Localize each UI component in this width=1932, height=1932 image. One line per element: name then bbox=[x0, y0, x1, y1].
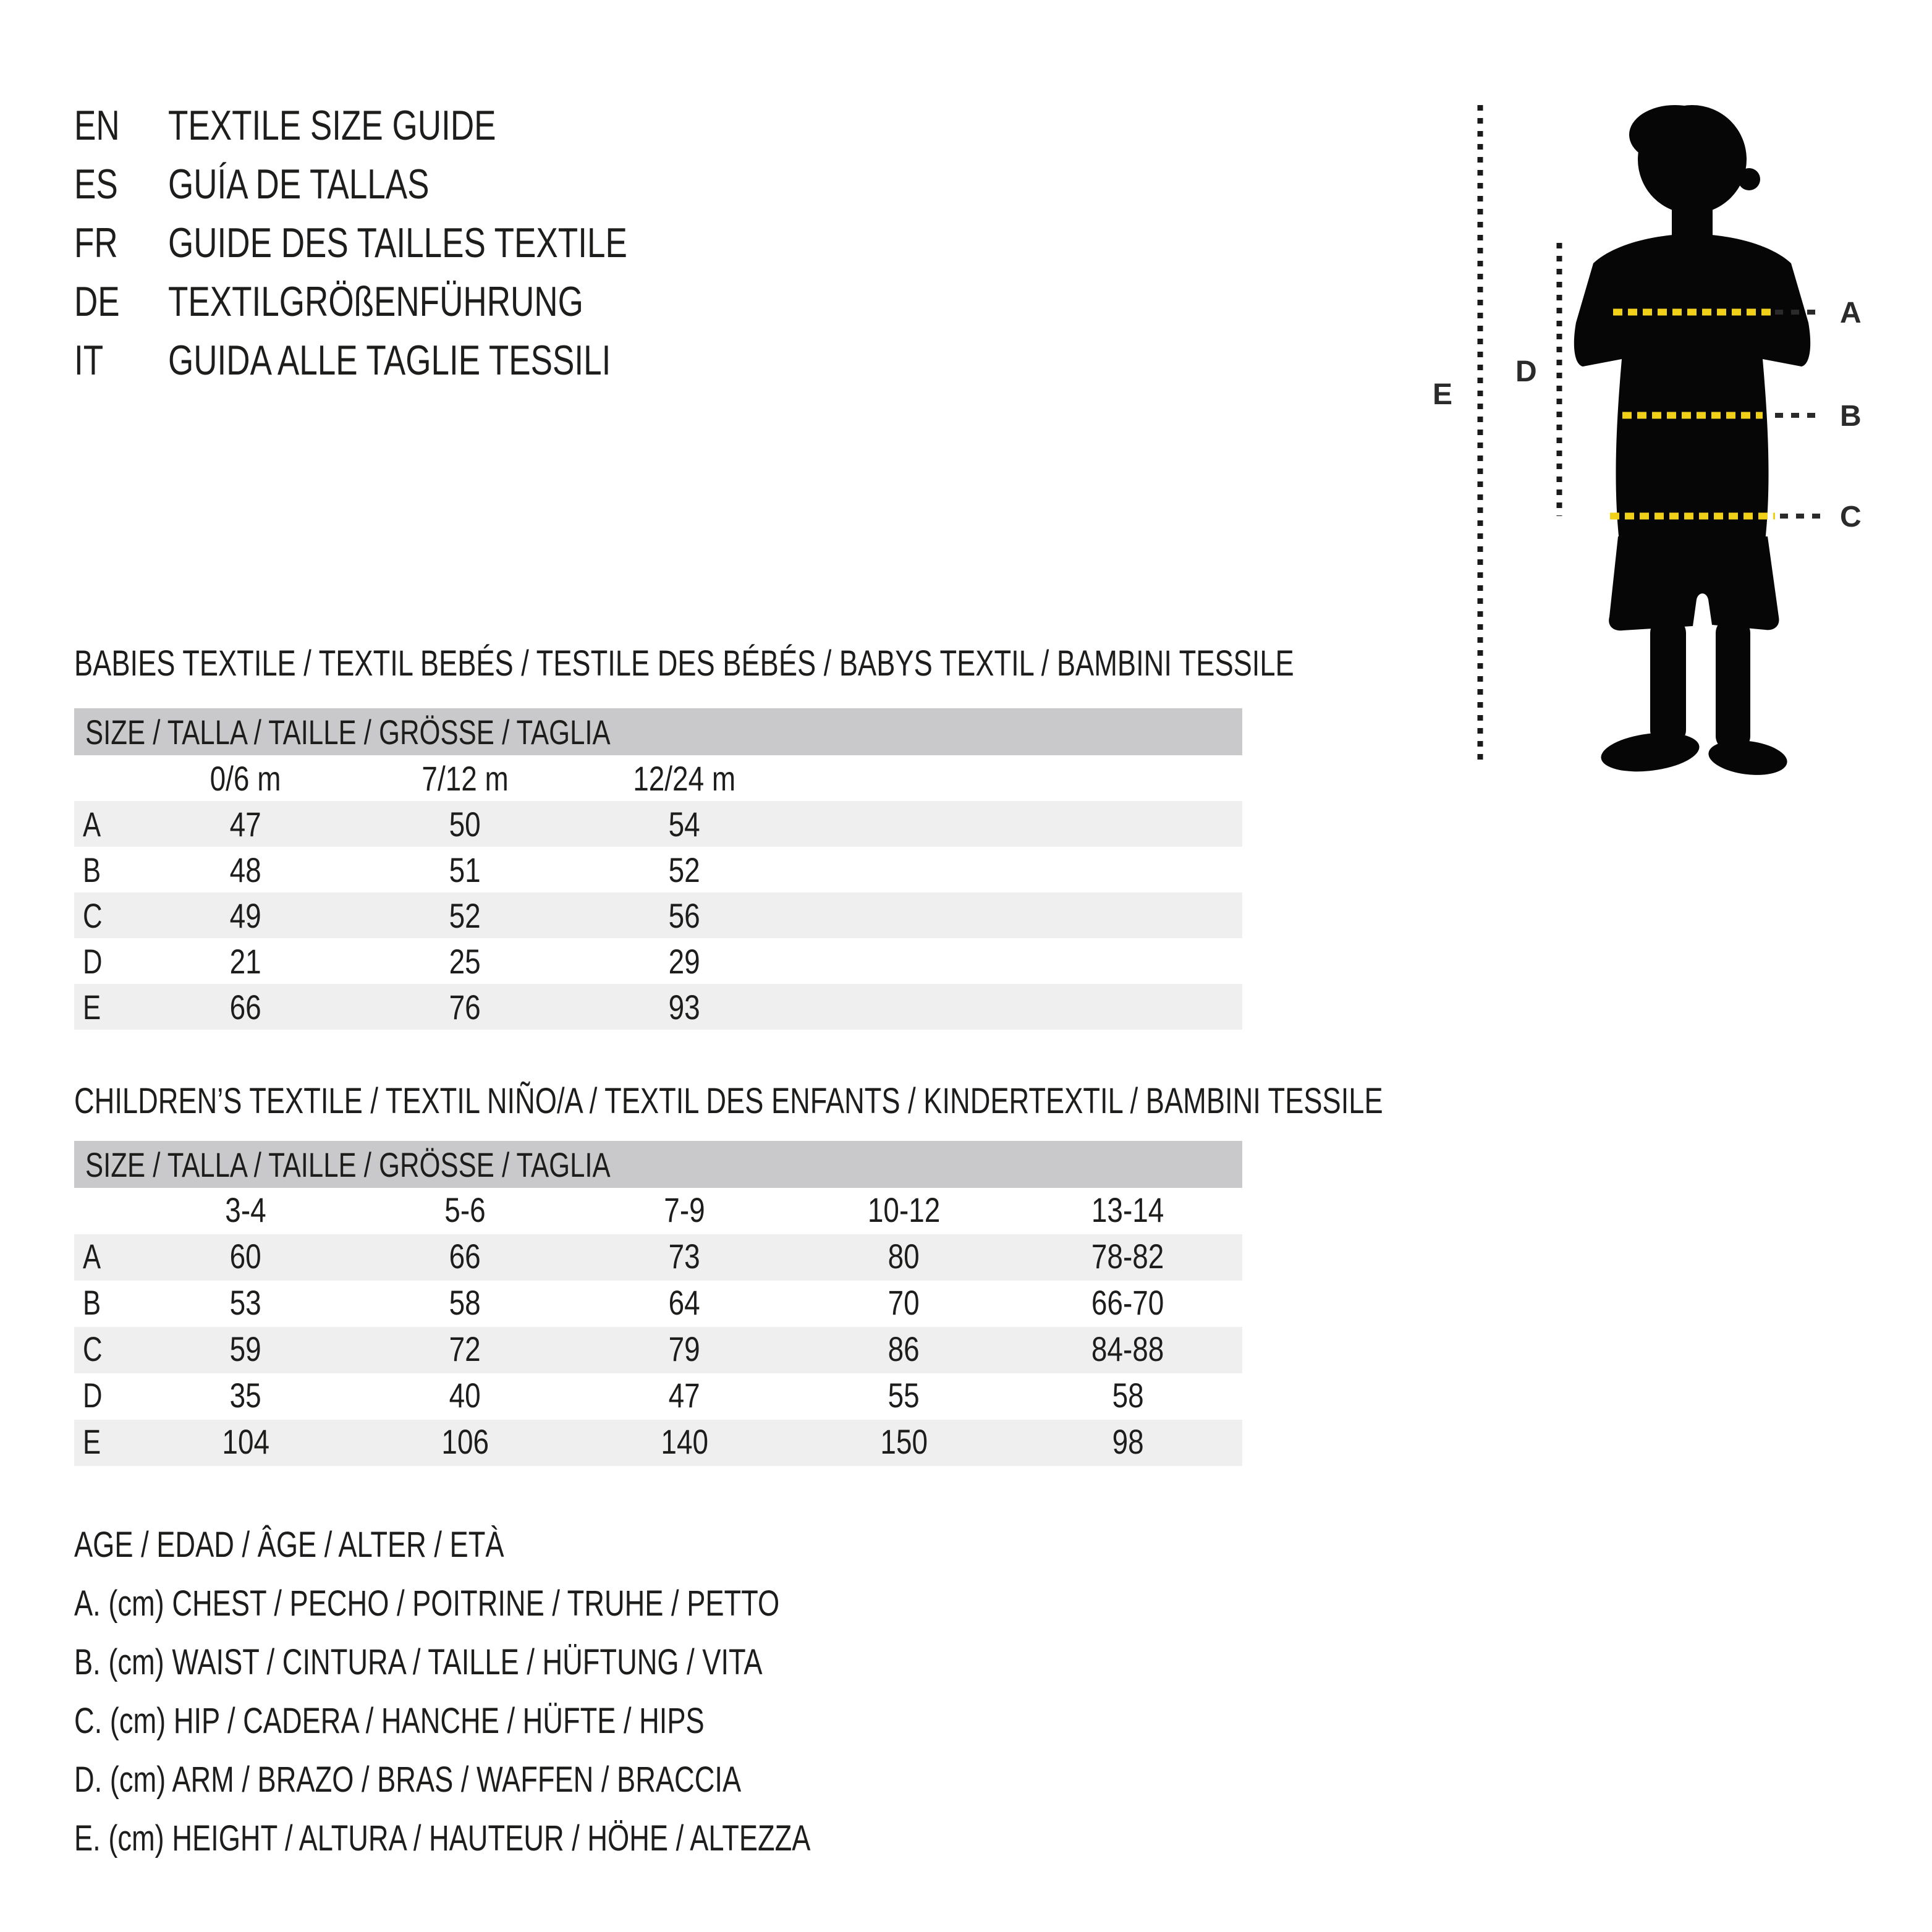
silhouette-left-shoe bbox=[1599, 727, 1701, 776]
legend-chest: A. (cm) CHEST / PECHO / POITRINE / TRUHE / PETTO bbox=[74, 1583, 780, 1624]
legend-arm: D. (cm) ARM / BRAZO / BRAS / WAFFEN / BRACCIA bbox=[74, 1760, 742, 1800]
figure-label-e: E bbox=[1433, 378, 1453, 411]
babies-row-a: A 47 50 54 bbox=[74, 801, 1242, 847]
children-row-c: C 59 72 79 86 84-88 bbox=[74, 1327, 1242, 1373]
children-col-7-9: 7-9 bbox=[664, 1190, 705, 1229]
children-row-e: E 104 106 140 150 98 bbox=[74, 1420, 1242, 1466]
silhouette-head bbox=[1638, 105, 1747, 214]
row-label: A bbox=[83, 1236, 101, 1276]
silhouette-left-leg bbox=[1650, 618, 1686, 745]
children-row-b: B 53 58 64 70 66-70 bbox=[74, 1281, 1242, 1327]
legend-height: E. (cm) HEIGHT / ALTURA / HAUTEUR / HÖHE / ALTEZZA bbox=[74, 1818, 811, 1858]
lang-code-fr: FR bbox=[74, 219, 118, 266]
lang-code-de: DE bbox=[74, 278, 120, 325]
legend-age: AGE / EDAD / ÂGE / ALTER / ETÀ bbox=[74, 1525, 504, 1565]
children-row-d: D 35 40 47 55 58 bbox=[74, 1373, 1242, 1420]
row-label: E bbox=[83, 1421, 101, 1461]
children-col-3-4: 3-4 bbox=[225, 1190, 266, 1229]
children-size-table bbox=[74, 1188, 1242, 1466]
measurement-legend bbox=[74, 1515, 1019, 1868]
silhouette-shirt bbox=[1574, 234, 1810, 541]
legend-hip: C. (cm) HIP / CADERA / HANCHE / HÜFTE / HIPS bbox=[74, 1701, 705, 1741]
child-measurement-figure bbox=[1409, 87, 1932, 791]
lang-title-de: TEXTILGRÖßENFÜHRUNG bbox=[168, 278, 583, 325]
row-label: E bbox=[83, 987, 101, 1027]
silhouette-right-leg bbox=[1716, 618, 1750, 751]
babies-col-7-12m: 7/12 m bbox=[422, 758, 509, 798]
lang-row-es bbox=[74, 155, 756, 213]
babies-row-d: D 21 25 29 bbox=[74, 938, 1242, 984]
lang-code-it: IT bbox=[74, 336, 104, 384]
babies-col-12-24m: 12/24 m bbox=[633, 758, 736, 798]
children-size-bar: SIZE / TALLA / TAILLE / GRÖSSE / TAGLIA bbox=[74, 1141, 1242, 1188]
lang-title-es: GUÍA DE TALLAS bbox=[168, 160, 430, 208]
row-label: B bbox=[83, 850, 101, 889]
lang-code-es: ES bbox=[74, 160, 118, 208]
row-label: C bbox=[83, 896, 103, 935]
lang-code-en: EN bbox=[74, 101, 120, 149]
children-row-a: A 60 66 73 80 78-82 bbox=[74, 1234, 1242, 1281]
lang-row-fr bbox=[74, 213, 756, 272]
children-column-header-row bbox=[74, 1188, 1242, 1234]
babies-column-header-row bbox=[74, 755, 1242, 801]
silhouette-shorts bbox=[1609, 536, 1779, 630]
row-label: A bbox=[83, 804, 101, 844]
babies-row-c: C 49 52 56 bbox=[74, 892, 1242, 938]
silhouette-ear bbox=[1738, 168, 1760, 190]
legend-waist: B. (cm) WAIST / CINTURA / TAILLE / HÜFTUNG / VITA bbox=[74, 1642, 763, 1682]
babies-size-bar: SIZE / TALLA / TAILLE / GRÖSSE / TAGLIA bbox=[74, 708, 1242, 755]
row-label: C bbox=[83, 1329, 103, 1368]
language-title-list bbox=[74, 96, 756, 389]
children-col-13-14: 13-14 bbox=[1091, 1190, 1164, 1229]
lang-row-en bbox=[74, 96, 756, 155]
figure-label-a: A bbox=[1840, 297, 1862, 329]
figure-label-b: B bbox=[1840, 400, 1862, 433]
figure-label-c: C bbox=[1840, 501, 1862, 533]
lang-title-fr: GUIDE DES TAILLES TEXTILE bbox=[168, 219, 627, 266]
babies-row-b: B 48 51 52 bbox=[74, 847, 1242, 892]
children-col-10-12: 10-12 bbox=[867, 1190, 941, 1229]
babies-row-e: E 66 76 93 bbox=[74, 984, 1242, 1030]
row-label: D bbox=[83, 1375, 103, 1415]
babies-size-table bbox=[74, 755, 1242, 1030]
babies-section-heading: BABIES TEXTILE / TEXTIL BEBÉS / TESTILE DES BÉBÉS / BABYS TEXTIL / BAMBINI TESSILE bbox=[74, 643, 1294, 684]
figure-label-d: D bbox=[1515, 355, 1537, 388]
lang-row-it bbox=[74, 331, 756, 389]
row-label: B bbox=[83, 1282, 101, 1322]
children-section-heading: CHILDREN’S TEXTILE / TEXTIL NIÑO/A / TEXTIL DES ENFANTS / KINDERTEXTIL / BAMBINI TESSILE bbox=[74, 1081, 1383, 1121]
children-col-5-6: 5-6 bbox=[444, 1190, 486, 1229]
lang-title-en: TEXTILE SIZE GUIDE bbox=[168, 101, 496, 149]
lang-row-de bbox=[74, 272, 756, 331]
row-label: D bbox=[83, 941, 103, 981]
lang-title-it: GUIDA ALLE TAGLIE TESSILI bbox=[168, 336, 611, 384]
babies-col-0-6m: 0/6 m bbox=[210, 758, 281, 798]
